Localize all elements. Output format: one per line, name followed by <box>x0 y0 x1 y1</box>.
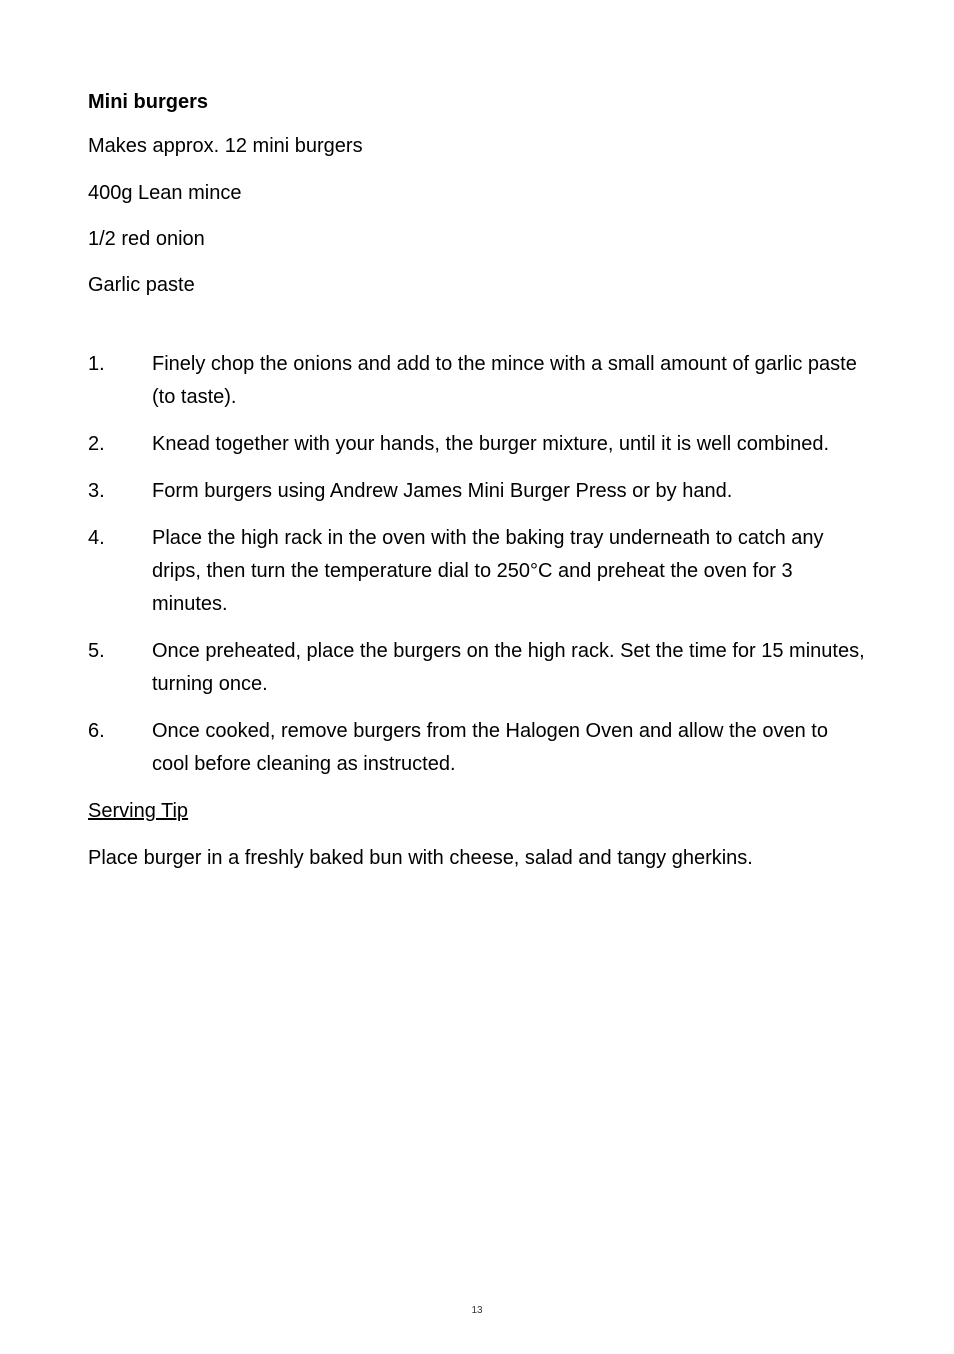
method-step <box>88 635 870 701</box>
step-text: Once preheated, place the burgers on the high rack. Set the time for 15 minutes, turning once. <box>152 640 865 695</box>
ingredient-item: 400g Lean mince <box>88 182 242 204</box>
page-number: 13 <box>471 1305 483 1316</box>
step-number: 3. <box>88 480 105 502</box>
step-text: Place the high rack in the oven with the baking tray underneath to catch any drips, then turn the temperature dial to 250°C and preheat the oven for 3 minutes. <box>152 527 824 615</box>
method-step <box>88 475 870 508</box>
ingredient-list <box>88 177 870 302</box>
step-text: Finely chop the onions and add to the mince with a small amount of garlic paste (to taste). <box>152 353 857 408</box>
step-text: Knead together with your hands, the burger mixture, until it is well combined. <box>152 433 830 455</box>
method-steps <box>88 348 870 781</box>
recipe-title: Mini burgers <box>88 91 209 113</box>
ingredient-item: Garlic paste <box>88 274 195 296</box>
method-step <box>88 522 870 621</box>
step-number: 2. <box>88 433 105 455</box>
recipe-content <box>88 88 870 889</box>
serving-tip-text: Place burger in a freshly baked bun with cheese, salad and tangy gherkins. <box>88 847 753 869</box>
step-number: 1. <box>88 353 105 375</box>
method-step <box>88 348 870 414</box>
step-text: Once cooked, remove burgers from the Halogen Oven and allow the oven to cool before cleaning as instructed. <box>152 720 828 775</box>
recipe-yield: Makes approx. 12 mini burgers <box>88 135 363 157</box>
step-number: 5. <box>88 640 105 662</box>
method-step <box>88 715 870 781</box>
method-step <box>88 428 870 461</box>
serving-tip-heading: Serving Tip <box>88 800 189 822</box>
ingredient-item: 1/2 red onion <box>88 228 205 250</box>
step-number: 6. <box>88 720 105 742</box>
step-number: 4. <box>88 527 105 549</box>
step-text: Form burgers using Andrew James Mini Burger Press or by hand. <box>152 480 733 502</box>
